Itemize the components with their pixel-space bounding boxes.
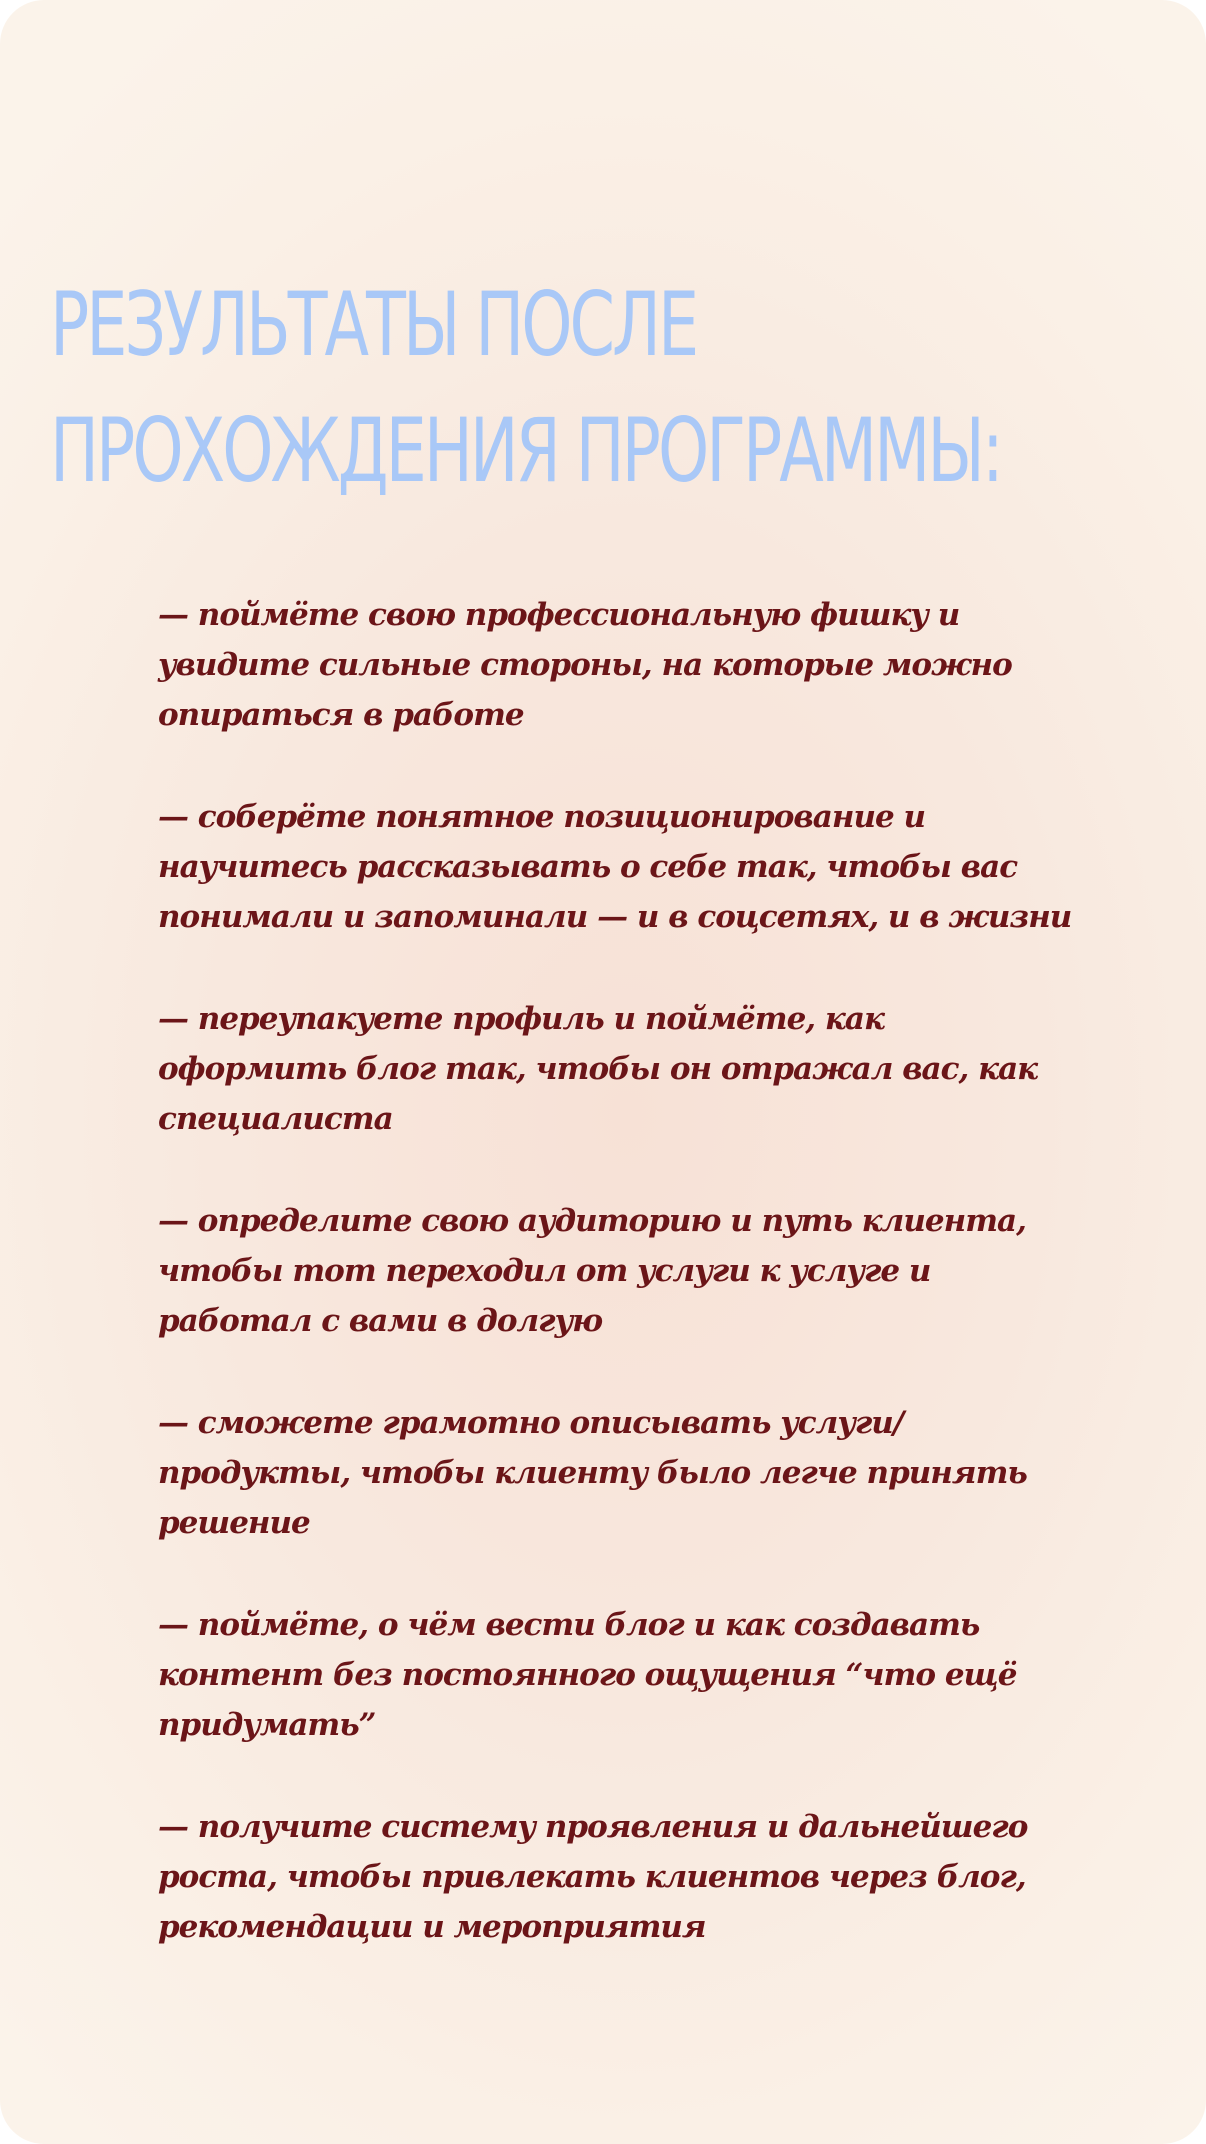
- list-item: [158, 1600, 1098, 1750]
- list-item: [158, 994, 1098, 1144]
- title-line-2: ПРОХОЖДЕНИЯ ПРОГРАММЫ:: [50, 399, 1001, 502]
- page-title: [50, 262, 1001, 514]
- list-item: [158, 1398, 1098, 1548]
- list-item-line: решение: [158, 1505, 310, 1541]
- list-item-line: чтобы тот переходил от услуги к услуге и: [158, 1253, 931, 1289]
- list-item-line: рекомендации и мероприятия: [158, 1909, 706, 1945]
- results-list: [158, 590, 1098, 2004]
- list-item-line: — определите свою аудиторию и путь клиента,: [158, 1203, 1026, 1239]
- list-item-line: оформить блог так, чтобы он отражал вас, как: [158, 1051, 1038, 1087]
- list-item-line: научитесь рассказывать о себе так, чтобы вас: [158, 849, 1018, 885]
- list-item-line: увидите сильные стороны, на которые можно: [158, 647, 1012, 683]
- list-item-line: — сможете грамотно описывать услуги/: [158, 1405, 904, 1441]
- list-item-line: — поймёте свою профессиональную фишку и: [158, 597, 960, 633]
- list-item-line: — соберёте понятное позиционирование и: [158, 799, 926, 835]
- list-item: [158, 792, 1098, 942]
- list-item-line: контент без постоянного ощущения “что ещё: [158, 1657, 1017, 1693]
- list-item-line: придумать”: [158, 1707, 376, 1743]
- list-item-line: продукты, чтобы клиенту было легче принять: [158, 1455, 1027, 1491]
- list-item-line: роста, чтобы привлекать клиентов через блог,: [158, 1859, 1026, 1895]
- list-item: [158, 1802, 1098, 1952]
- title-line-1: РЕЗУЛЬТАТЫ ПОСЛЕ: [50, 273, 697, 376]
- list-item-line: специалиста: [158, 1101, 393, 1137]
- list-item-line: — получите систему проявления и дальнейшего: [158, 1809, 1028, 1845]
- list-item-line: — переупакуете профиль и поймёте, как: [158, 1001, 884, 1037]
- list-item-line: — поймёте, о чём вести блог и как создавать: [158, 1607, 980, 1643]
- list-item-line: работал с вами в долгую: [158, 1303, 603, 1339]
- list-item-line: понимали и запоминали — и в соцсетях, и в жизни: [158, 899, 1072, 935]
- list-item: [158, 1196, 1098, 1346]
- list-item-line: опираться в работе: [158, 697, 524, 733]
- list-item: [158, 590, 1098, 740]
